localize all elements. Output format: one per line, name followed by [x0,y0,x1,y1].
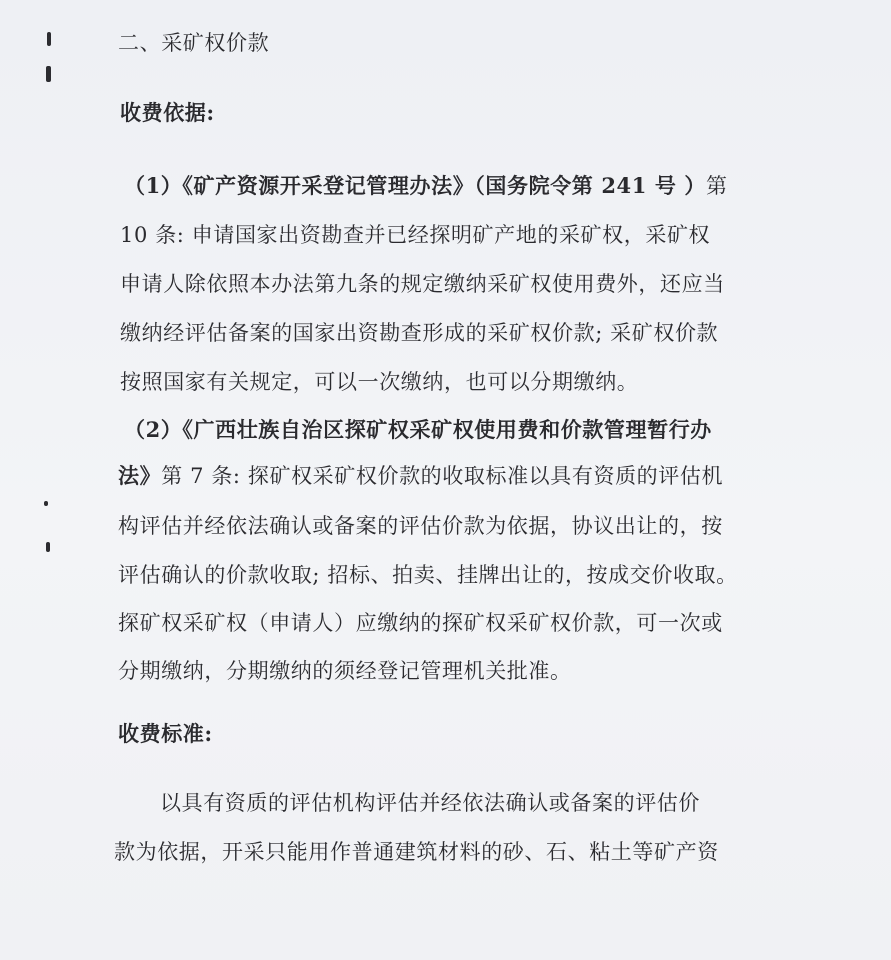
section-title: 二、采矿权价款 [118,31,270,55]
binding-mark [47,32,51,46]
item2-line6: 分期缴纳，分期缴纳的须经登记管理机关批准。 [118,659,572,683]
item2-line4: 评估确认的价款收取; 招标、拍卖、挂牌出让的，按成交价收取。 [118,563,738,587]
item2-line1: （2）《广西壮族自治区探矿权采矿权使用费和价款管理暂行办 [124,417,712,442]
binding-mark [44,501,48,506]
item1-title-tail: 第 [705,174,728,198]
item1-line1 [124,172,728,200]
standard-line1: 以具有资质的评估机构评估并经依法确认或备案的评估价 [160,791,700,815]
item1-line3: 申请人除依照本办法第九条的规定缴纳采矿权使用费外，还应当 [120,272,725,296]
item1-line2: 10 条: 申请国家出资勘查并已经探明矿产地的采矿权，采矿权 [120,223,711,247]
standard-line2: 款为依据，开采只能用作普通建筑材料的砂、石、粘土等矿产资 [114,840,719,864]
item1-title: （1）《矿产资源开采登记管理办法》（国务院令第 241 号 ） [124,173,706,198]
standard-heading: 收费标准: [118,721,213,746]
item1-line5: 按照国家有关规定，可以一次缴纳，也可以分期缴纳。 [120,370,639,394]
binding-mark [46,66,51,82]
item2-line5: 探矿权采矿权（申请人）应缴纳的探矿权采矿权价款，可一次或 [118,611,723,635]
basis-heading: 收费依据: [120,100,215,125]
item2-line2 [118,462,723,490]
item2-line2-text: 第 7 条: 探矿权采矿权价款的收取标准以具有资质的评估机 [161,464,724,488]
item1-line4: 缴纳经评估备案的国家出资勘查形成的采矿权价款; 采矿权价款 [120,321,719,345]
item2-line3: 构评估并经依法确认或备案的评估价款为依据，协议出让的，按 [118,514,723,538]
item2-title-end: 法》 [118,463,162,488]
binding-mark [46,542,50,552]
